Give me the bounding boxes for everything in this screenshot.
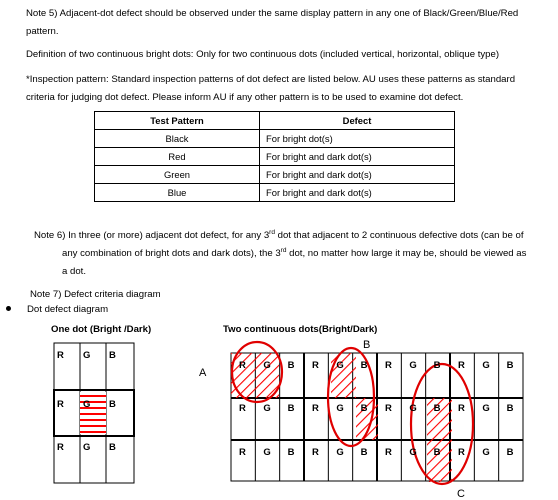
- subpixel-label: B: [506, 447, 514, 458]
- subpixel-label: R: [57, 442, 64, 453]
- subpixel-label: G: [482, 447, 490, 458]
- subpixel-label: G: [409, 360, 417, 371]
- table-cell-pattern: Green: [95, 166, 260, 184]
- table-cell-defect: For bright and dark dot(s): [260, 184, 455, 202]
- subpixel-label: B: [433, 403, 441, 414]
- subpixel-label: G: [336, 360, 344, 371]
- two-dot-grid: [231, 342, 523, 484]
- subpixel-label: R: [312, 360, 319, 371]
- subpixel-label: R: [312, 447, 319, 458]
- subpixel-label: B: [109, 399, 116, 410]
- subpixel-label: B: [287, 447, 295, 458]
- subpixel-label: R: [57, 399, 64, 410]
- subpixel-label: B: [360, 403, 368, 414]
- one-dot-grid: [54, 343, 134, 483]
- table-header-test-pattern: Test Pattern: [95, 112, 260, 130]
- subpixel-label: B: [287, 360, 295, 371]
- note7-heading: Note 7) Defect criteria diagram: [30, 289, 161, 300]
- subpixel-label: G: [263, 447, 271, 458]
- subpixel-label: G: [263, 403, 271, 414]
- subpixel-label: G: [409, 403, 417, 414]
- dot-defect-diagram-title: Dot defect diagram: [27, 304, 109, 315]
- label-b: B: [363, 339, 371, 351]
- note6-line1: Note 6) In three (or more) adjacent dot defect, for any 3rd dot that adjacent to 2 continuous defective dots (can be of: [34, 228, 524, 241]
- label-a: A: [199, 367, 207, 379]
- note5-line1: Note 5) Adjacent-dot defect should be observed under the same display pattern in any one of Black/Green/Blue/Red: [26, 8, 519, 19]
- subpixel-label: R: [57, 350, 64, 361]
- table-cell-defect: For bright dot(s): [260, 130, 455, 148]
- subpixel-label: R: [239, 360, 246, 371]
- table-cell-pattern: Blue: [95, 184, 260, 202]
- two-dot-title: Two continuous dots(Bright/Dark): [223, 324, 378, 335]
- subpixel-label: B: [287, 403, 295, 414]
- table-cell-defect: For bright and dark dot(s): [260, 148, 455, 166]
- subpixel-label: B: [109, 442, 116, 453]
- subpixel-label: G: [83, 442, 91, 453]
- subpixel-label: R: [385, 403, 392, 414]
- subpixel-label: R: [458, 447, 465, 458]
- subpixel-label: G: [336, 403, 344, 414]
- note5-inspection-line2: criteria for judging dot defect. Please inform AU if any other pattern is to be used to examine dot defect.: [26, 92, 464, 103]
- subpixel-label: G: [263, 360, 271, 371]
- table-header-defect: Defect: [260, 112, 455, 130]
- subpixel-label: G: [482, 360, 490, 371]
- one-dot-title: One dot (Bright /Dark): [51, 324, 152, 335]
- subpixel-label: B: [433, 447, 441, 458]
- subpixel-label: B: [506, 360, 514, 371]
- note5-inspection-line1: *Inspection pattern: Standard inspection patterns of dot defect are listed below. AU uses these patterns as standard: [26, 74, 516, 85]
- subpixel-label: G: [482, 403, 490, 414]
- note6-line2: any combination of bright dots and dark dots), the 3rd dot, no matter how large it may be, should be viewed as: [62, 246, 527, 259]
- subpixel-label: R: [312, 403, 319, 414]
- note6-line3: a dot.: [62, 266, 87, 277]
- note5-definition: Definition of two continuous bright dots: Only for two continuous dots (included vertical, horizontal, oblique type): [26, 49, 500, 60]
- table-cell-pattern: Red: [95, 148, 260, 166]
- subpixel-label: B: [360, 360, 368, 371]
- subpixel-label: G: [83, 350, 91, 361]
- subpixel-label: B: [506, 403, 514, 414]
- subpixel-label: R: [239, 447, 246, 458]
- subpixel-label: R: [458, 403, 465, 414]
- table-cell-pattern: Black: [95, 130, 260, 148]
- subpixel-label: G: [409, 447, 417, 458]
- subpixel-label: R: [239, 403, 246, 414]
- subpixel-label: R: [385, 447, 392, 458]
- table-cell-defect: For bright and dark dot(s): [260, 166, 455, 184]
- subpixel-label: R: [385, 360, 392, 371]
- label-c: C: [457, 488, 465, 500]
- note5-line2: pattern.: [26, 26, 59, 37]
- subpixel-label: B: [109, 350, 116, 361]
- subpixel-label: G: [83, 399, 91, 410]
- subpixel-label: G: [336, 447, 344, 458]
- subpixel-label: R: [458, 360, 465, 371]
- subpixel-label: B: [360, 447, 368, 458]
- subpixel-label: B: [433, 360, 441, 371]
